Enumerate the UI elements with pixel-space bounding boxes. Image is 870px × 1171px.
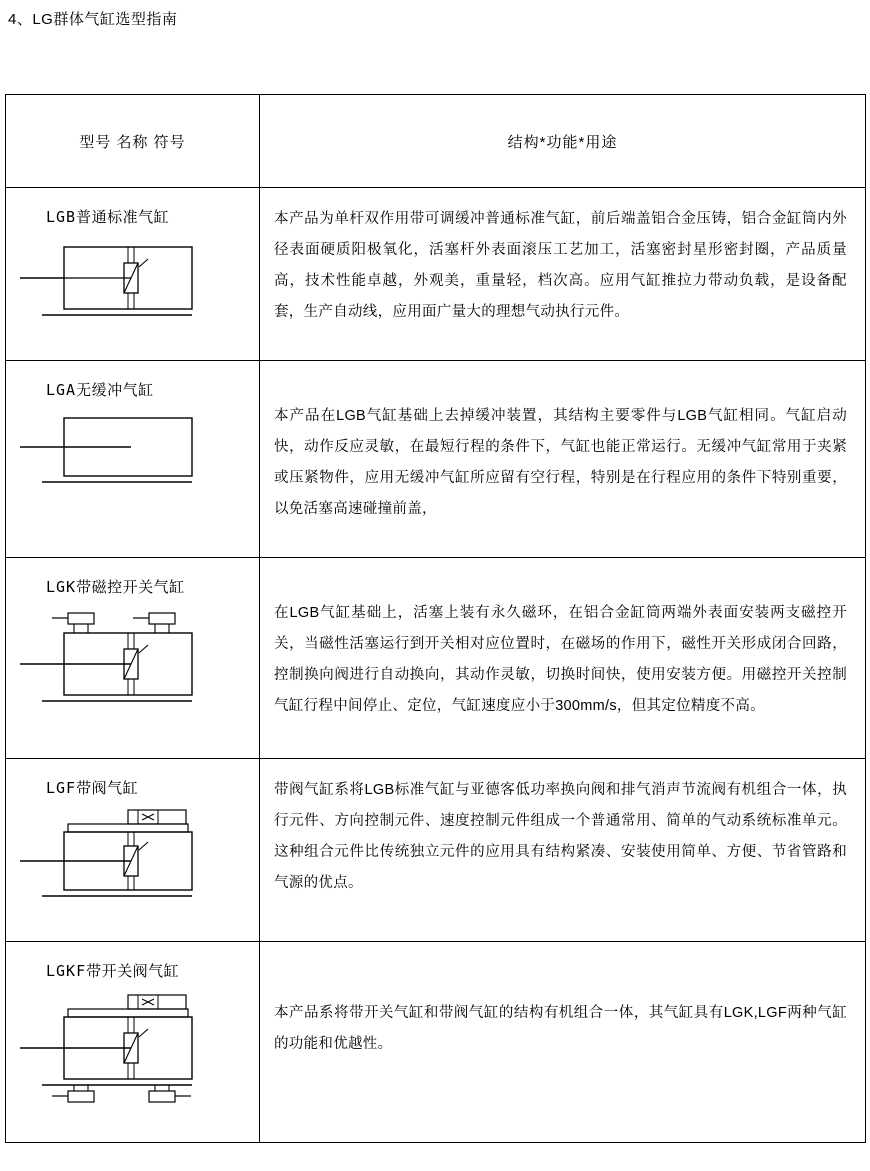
cylinder-spec-table [5,94,866,1143]
model-code-lga: LGA [46,381,77,399]
model-cell-lgf [6,759,260,942]
model-label-lgkf [6,942,259,981]
model-cell-lga [6,361,260,558]
figure-lgb [6,227,259,352]
model-label-lgk [6,558,259,597]
table-header-row [6,95,866,188]
model-title-lgkf: 带开关阀气缸 [86,963,180,980]
model-code-lgb: LGB [46,208,77,226]
model-label-lga [6,361,259,400]
figure-lgk [6,597,259,730]
cylinder-switch-valve-diagram [6,981,256,1121]
figure-lgkf [6,981,259,1126]
model-title-lgb: 普通标准气缸 [76,209,170,226]
description-lgk: 在LGB气缸基础上，活塞上装有永久磁环，在铝合金缸筒两端外表面安装两支磁控开关，当磁性活塞运行到开关相对应位置时，在磁场的作用下，磁性开关形成闭合回路，控制换向阀进行自动换向，其动作灵敏，切换时间快，使用安装方便。用磁控开关控制气缸行程中间停止、定位，气缸速度应小于300mm/s，但其定位精度不高。 [274,605,847,714]
header-cell-model: 型号 名称 符号 [6,95,260,188]
desc-cell-lgk [260,558,866,759]
cylinder-magnetic-switch-diagram [6,597,256,725]
page-title: 4、LG群体气缸选型指南 [8,11,178,28]
figure-lgf [6,798,259,921]
table-row [6,759,866,942]
model-label-lgb [6,188,259,227]
model-cell-lgk [6,558,260,759]
description-lgkf: 本产品系将带开关气缸和带阀气缸的结构有机组合一体，其气缸具有LGK,LGF两种气缸的功能和优越性。 [274,1005,847,1052]
desc-cell-lgkf [260,942,866,1143]
figure-lga [6,400,259,515]
model-code-lgk: LGK [46,578,77,596]
table-row [6,188,866,361]
model-title-lgf: 带阀气缸 [76,780,139,797]
table-row [6,361,866,558]
model-title-lga: 无缓冲气缸 [76,382,154,399]
table-row [6,558,866,759]
desc-cell-lgf [260,759,866,942]
header-cell-description: 结构*功能*用途 [260,95,866,188]
model-cell-lgb [6,188,260,361]
cylinder-with-valve-diagram [6,798,256,916]
model-title-lgk: 带磁控开关气缸 [76,579,185,596]
description-lgb: 本产品为单杆双作用带可调缓冲普通标准气缸，前后端盖铝合金压铸，铝合金缸筒内外径表面硬质阳极氧化，活塞杆外表面滚压工艺加工，活塞密封星形密封圈，产品质量高，技术性能卓越，外观美，重量轻，档次高。应用气缸推拉力带动负载，是设备配套，生产自动线，应用面广量大的理想气动执行元件。 [274,211,847,320]
cylinder-standard-diagram [6,227,256,347]
table-row [6,942,866,1143]
model-label-lgf [6,759,259,798]
model-code-lgkf: LGKF [46,962,87,980]
desc-cell-lgb [260,188,866,361]
desc-cell-lga [260,361,866,558]
model-code-lgf: LGF [46,779,77,797]
cylinder-no-cushion-diagram [6,400,256,510]
description-lga: 本产品在LGB气缸基础上去掉缓冲装置，其结构主要零件与LGB气缸相同。气缸启动快，动作反应灵敏，在最短行程的条件下，气缸也能正常运行。无缓冲气缸常用于夹紧或压紧物件，应用无缓冲气缸所应留有空行程，特别是在行程应用的条件下特别重要，以免活塞高速碰撞前盖， [274,408,847,517]
model-cell-lgkf [6,942,260,1143]
description-lgf: 带阀气缸系将LGB标准气缸与亚德客低功率换向阀和排气消声节流阀有机组合一体，执行元件、方向控制元件、速度控制元件组成一个普通常用、简单的气动系统标准单元。这种组合元件比传统独立元件的应用具有结构紧凑、安装使用简单、方便、节省管路和气源的优点。 [274,782,847,891]
